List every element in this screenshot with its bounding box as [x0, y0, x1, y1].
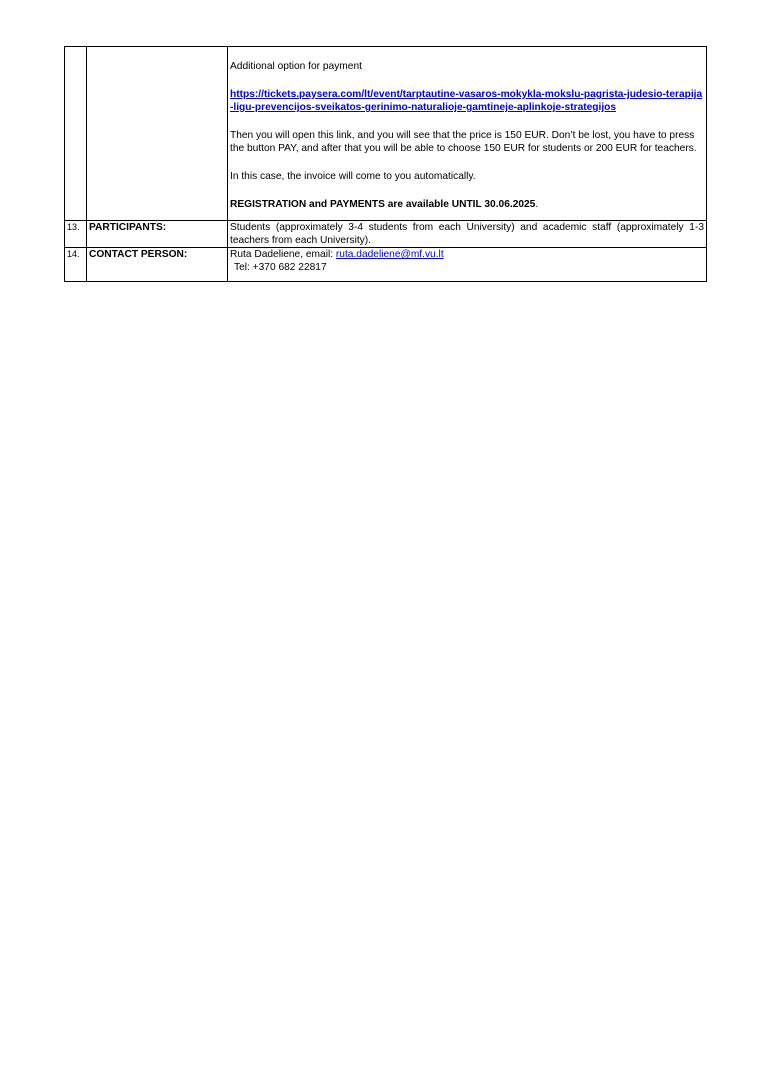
contact-person-value	[228, 248, 707, 282]
paysera-link[interactable]: https://tickets.paysera.com/lt/event/tarptautine-vasaros-mokykla-mokslu-pagrista-judesio-terapija-ligu-prevencijos-sveikatos-gerinimo-naturalioje-gamtineje-aplinkoje-strategijos	[230, 89, 703, 113]
participants-value: Students (approximately 3-4 students from each University) and academic staff (approximately 1-3 teachers from each University).	[228, 221, 707, 248]
registration-deadline-text: REGISTRATION and PAYMENTS are available UNTIL 30.06.2025	[230, 199, 536, 210]
contact-person-label: CONTACT PERSON:	[87, 248, 228, 282]
additional-option-text: Additional option for payment	[230, 61, 362, 72]
invoice-note-text: In this case, the invoice will come to you automatically.	[230, 171, 476, 182]
participants-label: PARTICIPANTS:	[87, 221, 228, 248]
table-row-participants	[65, 221, 707, 248]
contact-name: Ruta Dadeliene, email:	[230, 249, 336, 260]
table-row-contact	[65, 248, 707, 282]
contact-email-link[interactable]: ruta.dadeliene@mf.vu.lt	[335, 249, 444, 260]
contact-phone: Tel: +370 682 22817	[234, 262, 327, 273]
row-label-cell	[87, 47, 228, 221]
row-number-cell	[65, 47, 87, 221]
payment-details-cell	[228, 47, 707, 221]
info-table	[64, 46, 707, 282]
deadline-period: .	[535, 199, 539, 210]
payment-instructions-text: Then you will open this link, and you will see that the price is 150 EUR. Don’t be lost, you have to press the button PAY, and after that you will be able to choose 150 EUR for students or 200 EUR for teachers.	[230, 130, 697, 154]
row-number: 14.	[65, 248, 87, 282]
table-row-payment	[65, 47, 707, 221]
row-number: 13.	[65, 221, 87, 248]
document-page	[64, 46, 706, 282]
